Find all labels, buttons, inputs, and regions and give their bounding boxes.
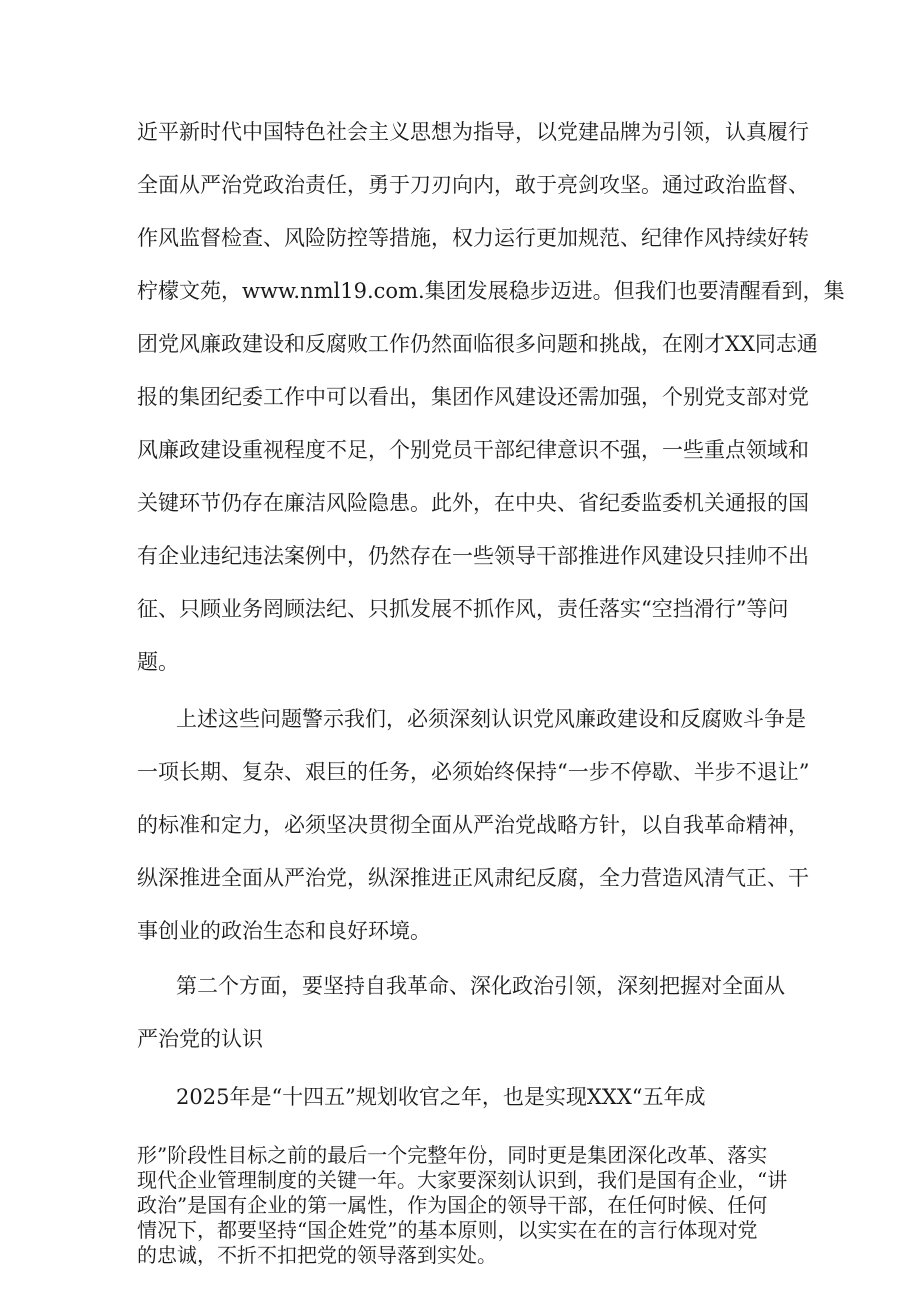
paragraph-line: 上述这些问题警示我们，必须深刻认识党风廉政建设和反腐败斗争是 xyxy=(176,707,806,731)
paragraph-line: 形”阶段性目标之前的最后一个完整年份，同时更是集团深化改革、落实 xyxy=(137,1143,768,1167)
section-heading-line: 第二个方面，要坚持自我革命、深化政治引领，深刻把握对全面从 xyxy=(176,974,785,998)
paragraph-line: 2025年是“十四五”规划收官之年，也是实现XXX“五年成 xyxy=(176,1085,706,1109)
paragraph-line: 关键环节仍存在廉洁风险隐患。此外，在中央、省纪委监委机关通报的国 xyxy=(137,491,809,515)
paragraph-line: 的标准和定力，必须坚决贯彻全面从严治党战略方针，以自我革命精神， xyxy=(137,813,809,837)
paragraph-line: 政治”是国有企业的第一属性，作为国企的领导干部，在任何时候、任何 xyxy=(137,1193,768,1217)
paragraph-line: 近平新时代中国特色社会主义思想为指导，以党建品牌为引领，认真履行 xyxy=(137,120,809,144)
paragraph-line: 事创业的政治生态和良好环境。 xyxy=(137,919,431,943)
paragraph-line: 纵深推进全面从严治党，纵深推进正风肃纪反腐，全力营造风清气正、干 xyxy=(137,866,809,890)
paragraph-line: 现代企业管理制度的关键一年。大家要深刻认识到，我们是国有企业，“讲 xyxy=(137,1168,788,1192)
paragraph-line: 团党风廉政建设和反腐败工作仍然面临很多问题和挑战，在刚才XX同志通 xyxy=(137,332,818,356)
paragraph-line: 全面从严治党政治责任，勇于刀刃向内，敢于亮剑攻坚。通过政治监督、 xyxy=(137,173,809,197)
paragraph-line: 征、只顾业务罔顾法纪、只抓发展不抓作风，责任落实“空挡滑行”等问 xyxy=(137,597,789,621)
paragraph-line: 一项长期、复杂、艰巨的任务，必须始终保持“一步不停歇、半步不退让” xyxy=(137,760,810,784)
paragraph-line: 报的集团纪委工作中可以看出，集团作风建设还需加强，个别党支部对党 xyxy=(137,385,809,409)
paragraph-line: 有企业违纪违法案例中，仍然存在一些领导干部推进作风建设只挂帅不出 xyxy=(137,544,809,568)
paragraph-line: 风廉政建设重视程度不足，个别党员干部纪律意识不强，一些重点领域和 xyxy=(137,438,809,462)
paragraph-line: 作风监督检查、风险防控等措施，权力运行更加规范、纪律作风持续好转 xyxy=(137,226,809,250)
paragraph-line: 的忠诚，不折不扣把党的领导落到实处。 xyxy=(137,1243,497,1267)
paragraph-line: 情况下，都要坚持“国企姓党”的基本原则，以实实在在的言行体现对党 xyxy=(137,1218,758,1242)
paragraph-line: 柠檬文苑，www.nml19.com.集团发展稳步迈进。但我们也要清醒看到，集 xyxy=(137,279,845,303)
paragraph-line: 题。 xyxy=(137,650,179,674)
section-heading-line: 严治党的认识 xyxy=(137,1027,263,1051)
